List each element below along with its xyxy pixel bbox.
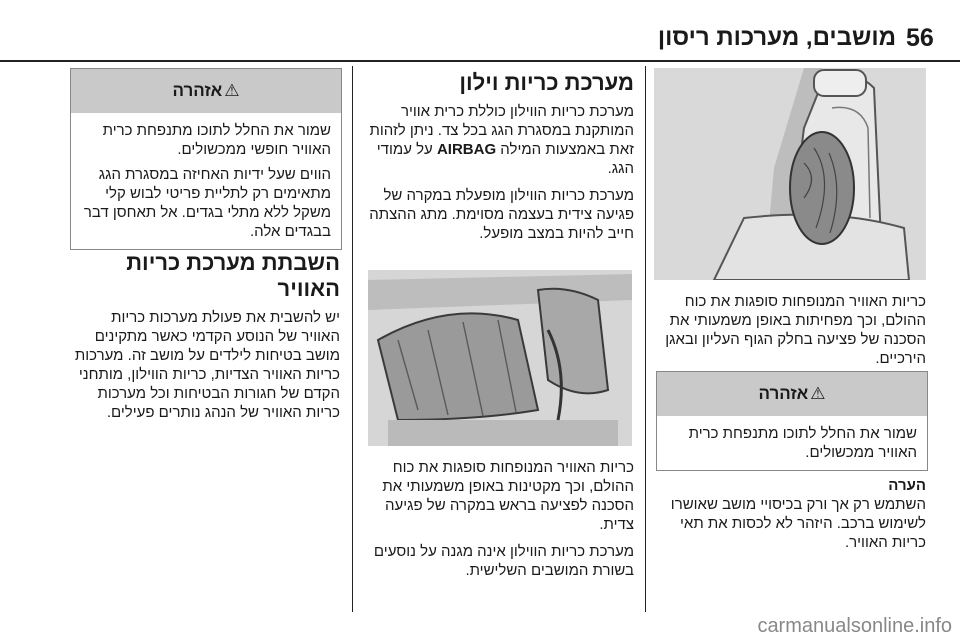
warning-box-right bbox=[656, 371, 928, 471]
warning-text-2: הווים שעל ידיות האחיזה במסגרת הגג מתאימים רק לתליית פריטי לבוש קלי משקל ללא מתלי בגדים. אל תאחסן דבר בבגדים אלה. bbox=[83, 166, 331, 240]
curtain-airbag-paragraph-3: מערכת כריות הווילון אינה מגנה על נוסעים בשורת המושבים השלישית. bbox=[373, 543, 634, 579]
warning-box-left bbox=[70, 68, 342, 250]
watermark: carmanualsonline.info bbox=[757, 615, 952, 637]
section-title: מושבים, מערכות ריסון bbox=[657, 24, 896, 51]
warning-title: אזהרה bbox=[172, 81, 223, 100]
warning-header bbox=[657, 372, 927, 416]
column-divider-left bbox=[352, 66, 353, 612]
warning-header bbox=[71, 69, 341, 113]
curtain-airbag-heading: מערכת כריות וילון bbox=[459, 70, 634, 95]
column-divider-right bbox=[645, 66, 646, 612]
airbag-label: AIRBAG bbox=[436, 141, 497, 158]
deactivation-heading: השבתת מערכת כריות האוויר bbox=[126, 250, 340, 301]
page-number: 56 bbox=[906, 24, 934, 52]
curtain-airbag-paragraph-1: מערכת כריות הווילון כוללת כרית אוויר המותקנת במסגרת הגג בכל צד. ניתן לזהות זאת באמצעות המילה AIRBAG על עמודי הגג. bbox=[369, 103, 634, 177]
warning-title: אזהרה bbox=[758, 384, 809, 403]
deactivation-text: יש להשבית את פעולת מערכות כריות האוויר של הנוסע הקדמי כאשר מתקינים מושב בטיחות לילדים על מושב זה. מערכות כריות האוויר הצדיות, כריות הווילון, מותחני הקדם של חגורות הבטיחות וכל מערכות כריות האוויר של הנהג נותרים פעילים. bbox=[74, 309, 340, 421]
warning-triangle-icon: ⚠ bbox=[224, 81, 240, 100]
note-text: השתמש רק אך ורק בכיסויי מושב שאושרו לשימוש ברכב. היזהר לא לכסות את תאי כריות האוויר. bbox=[670, 496, 926, 551]
seat-airbag-illustration bbox=[654, 68, 926, 280]
curtain-airbag-illustration bbox=[368, 270, 632, 446]
warning-text: שמור את החלל לתוכו מתנפחת כרית האוויר ממכשולים. bbox=[688, 425, 917, 461]
warning-triangle-icon: ⚠ bbox=[810, 384, 826, 403]
warning-text-1: שמור את החלל לתוכו מתנפחת כרית האוויר חופשי ממכשולים. bbox=[102, 122, 331, 158]
note-title: הערה bbox=[888, 477, 926, 494]
curtain-airbag-paragraph-2: מערכת כריות הווילון מופעלת במקרה של פגיעה צידית בעצמה מסוימת. מתג ההצתה חייב להיות במצב מופעל. bbox=[369, 187, 634, 242]
header-rule bbox=[0, 60, 960, 62]
seat-photo-caption: כריות האוויר המנופחות סופגות את כוח ההולם, וכך מפחיתות באופן משמעותי את הסכנה של פציעה בחלק הגוף העליון ובאגן הירכיים. bbox=[665, 293, 926, 367]
seat-airbag-photo bbox=[654, 68, 926, 280]
curtain-photo-caption: כריות האוויר המנופחות סופגות את כוח ההולם, וכך מקטינות באופן משמעותי את הסכנה לפציעה בראש במקרה של פגיעה צדית. bbox=[382, 459, 634, 533]
curtain-airbag-photo bbox=[368, 270, 632, 446]
